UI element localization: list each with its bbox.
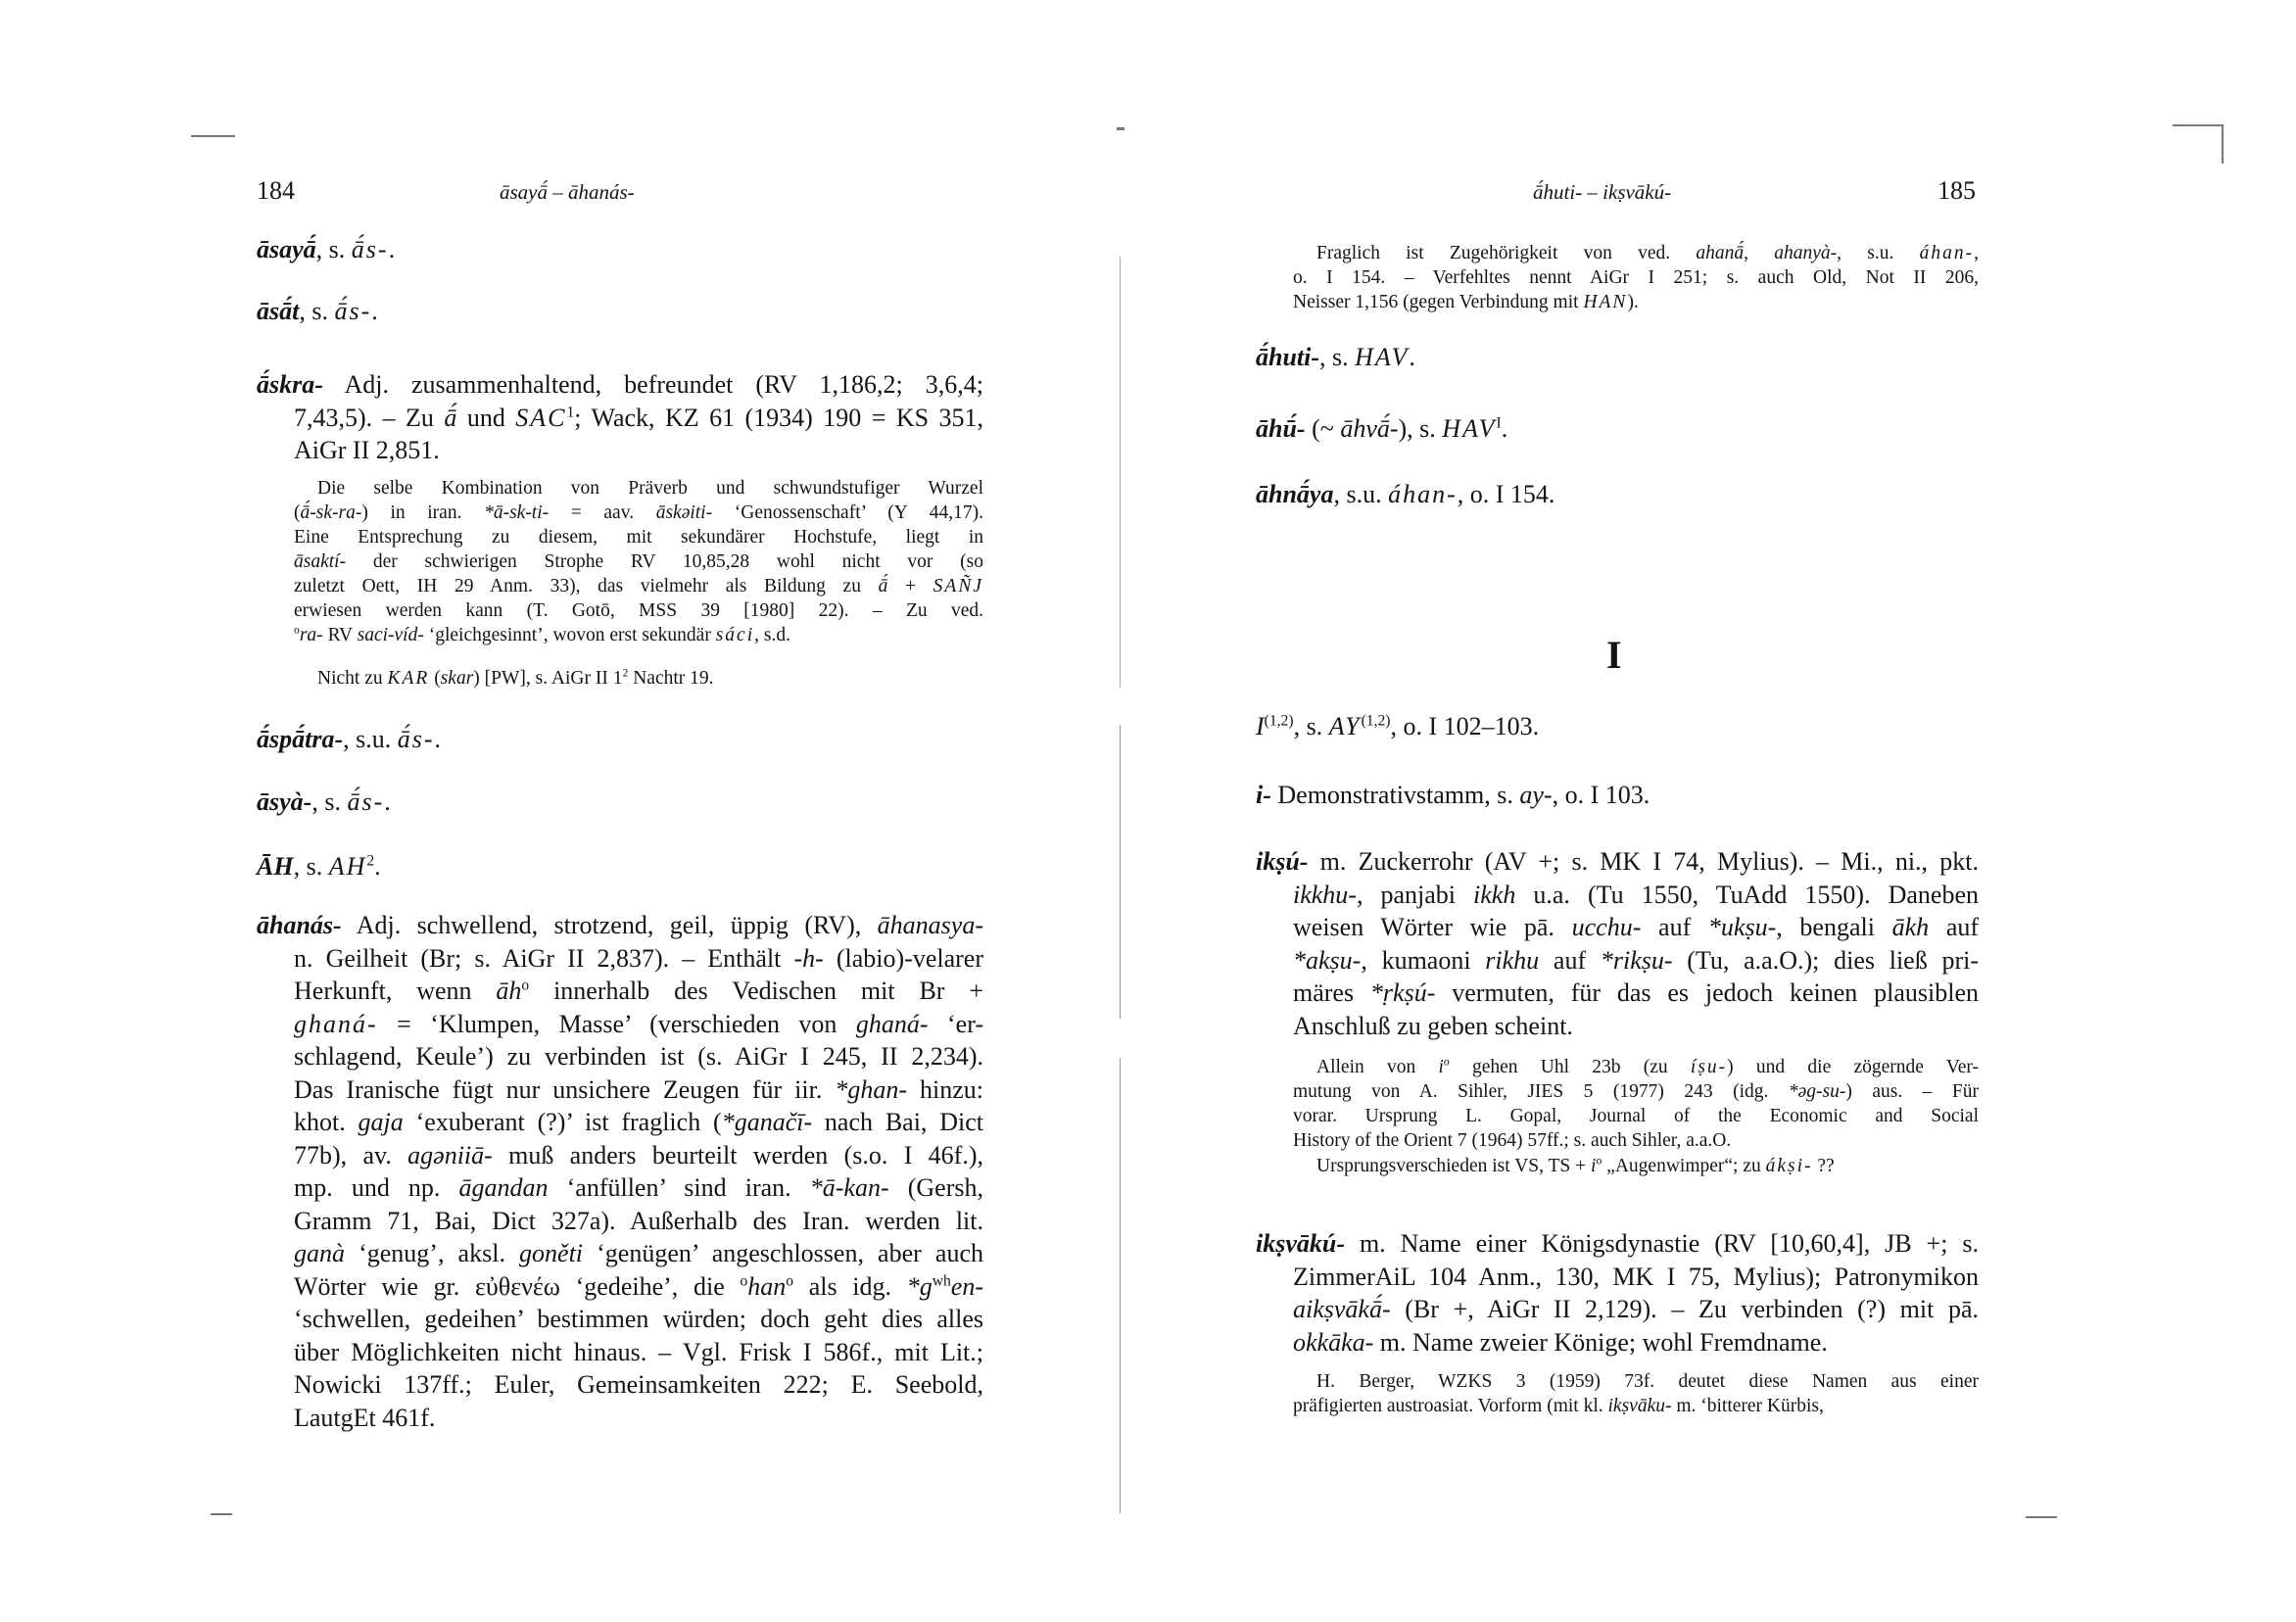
- italic-text: ākh: [1891, 913, 1930, 941]
- text-line: Wörter wie gr. εὐθενέω ‘gedeihe’, die $^o$han$^o$ als idg. $*g^{wh}en-$: [294, 1271, 983, 1301]
- italic-text: rikhu: [1485, 945, 1540, 975]
- superscript: o: [740, 1271, 748, 1289]
- italic-text: ganà: [294, 1239, 345, 1267]
- text-line: 77b), av. agəniiā- muß anders beurteilt werden (s.o. I 46f.),: [294, 1140, 984, 1169]
- superscript: 2: [366, 852, 375, 870]
- text-line: märes *ṛkṣú- vermuten, für das es jedoch keinen plausiblen: [1293, 978, 1979, 1007]
- entry-iksvaku: [1256, 1227, 1979, 1359]
- spaced-italic-text: áhan-: [1388, 480, 1458, 508]
- italic-text: *ā-sk-ti-: [484, 502, 550, 523]
- lemma: āsyà-: [257, 787, 312, 816]
- text-line: ZimmerAiL 104 Anm., 130, MK I 75, Mylius); Patronymikon: [1293, 1262, 1979, 1291]
- text-line: Das Iranische fügt nur unsichere Zeugen für iir. *ghan- hinzu:: [294, 1074, 983, 1104]
- text-line: Nowicki 137ff.; Euler, Gemeinsamkeiten 222; E. Seebold,: [294, 1370, 983, 1399]
- text-line: ĀH, s. $AH^2$.: [257, 852, 381, 881]
- italic-text: ghaná-: [855, 1009, 929, 1038]
- italic-text: ucchu-: [1571, 913, 1642, 941]
- text-line: Herkunft, wenn $āh^o$ innerhalb des Vedischen mit Br +: [294, 977, 983, 1005]
- italic-text: ikṣvāku-: [1607, 1396, 1672, 1416]
- text-line: *akṣu-, kumaoni rikhu auf *rikṣu- (Tu, a.a.O.); dies ließ pri-: [1293, 945, 1979, 975]
- text-line: Allein von $i^o$ gehen Uhl 23b (zu íṣu-) und die zögernde Ver-: [1316, 1055, 1979, 1077]
- entry-asaya: [257, 233, 983, 266]
- gutter-line-upper: [1120, 257, 1121, 688]
- gutter-line-lower: [1120, 1058, 1121, 1513]
- italic-text: āgandan: [458, 1173, 549, 1202]
- text-line: Die selbe Kombination von Präverb und schwundstufiger Wurzel: [317, 478, 983, 499]
- entry-iksu-note: [1256, 1055, 1979, 1153]
- italic-text: āskəiti-: [655, 502, 713, 523]
- crop-mark-bottom-left: [211, 1513, 232, 1515]
- italic-text: ā́-sk-ra-: [300, 502, 362, 523]
- superscript: I: [1496, 414, 1502, 432]
- italic-text: okkāka-: [1293, 1327, 1374, 1357]
- page-number: 184: [257, 176, 295, 205]
- text-line: āsyà-, s. ā́s-.: [257, 787, 391, 816]
- italic-text: saci-víd-: [357, 625, 424, 645]
- entry-ah: [257, 850, 983, 883]
- italic-text: *əg-su-: [1788, 1081, 1846, 1102]
- text-line: LautgEt 461f.: [294, 1403, 436, 1432]
- text-line: Anschluß zu geben scheint.: [1293, 1011, 1573, 1040]
- text-line: n. Geilheit (Br; s. AiGr II 2,837). – Enthält -h- (labio)-velarer: [294, 943, 983, 973]
- superscript: o: [521, 977, 530, 994]
- text-line: mutung von A. Sihler, JIES 5 (1977) 243 (idg. *əg-su-) aus. – Für: [1293, 1081, 1979, 1102]
- text-line: aikṣvākā́- (Br +, AiGr II 2,129). – Zu verbinden (?) mit pā.: [1293, 1295, 1979, 1323]
- superscript: o: [1596, 1154, 1602, 1168]
- italic-text: *ā-kan-: [809, 1173, 889, 1202]
- superscript: 1: [566, 403, 575, 420]
- entry-iksu: [1256, 845, 1979, 1042]
- text-line: āhū́- (~ āhvā́-), s. $HAV^I$.: [1256, 414, 1508, 443]
- text-line: H. Berger, WZKS 3 (1959) 73f. deutet diese Namen aus einer: [1316, 1371, 1979, 1392]
- lemma: ikṣvākú-: [1256, 1229, 1345, 1258]
- text-line: Gramm 71, Bai, Dict 327a). Außerhalb des Iran. werden lit.: [294, 1206, 983, 1235]
- superscript: (1,2): [1361, 712, 1391, 730]
- text-line: weisen Wörter wie pā. ucchu- auf *ukṣu-, bengali ākh auf: [1293, 913, 1980, 941]
- italic-text: *ganačī-: [721, 1108, 813, 1136]
- text-line: History of the Orient 7 (1964) 57ff.; s. auch Sihler, a.a.O.: [1293, 1130, 1732, 1151]
- italic-text: skar: [440, 668, 474, 689]
- lemma: ĀH: [257, 852, 294, 881]
- italic-text: *g: [906, 1271, 933, 1301]
- italic-text: ahanyà-: [1774, 243, 1838, 263]
- italic-text: ay-: [1519, 781, 1553, 809]
- text-line: okkāka- m. Name zweier Könige; wohl Fremdname.: [1293, 1327, 1828, 1357]
- text-line: Eine Entsprechung zu diesem, mit sekundärer Hochstufe, liegt in: [294, 527, 983, 548]
- entry-askra: [257, 368, 983, 467]
- text-line: $^o$ra- RV saci-víd- ‘gleichgesinnt’, wovon erst sekundär sáci, s.d.: [294, 623, 790, 645]
- superscript: 2: [622, 666, 629, 680]
- text-line: āhanás- Adj. schwellend, strotzend, geil, üppig (RV), āhanasya-: [257, 911, 983, 939]
- text-line: ganà ‘genug’, aksl. goněti ‘genügen’ angeschlossen, aber auch: [294, 1239, 983, 1267]
- italic-text: āsaktí-: [294, 551, 347, 572]
- text-line: khot. gaja ‘exuberant (?)’ ist fraglich (*ganačī- nach Bai, Dict: [294, 1108, 984, 1136]
- entry-i: [1256, 779, 1979, 812]
- entry-I: [1256, 710, 1979, 743]
- italic-text: *rikṣu-: [1600, 945, 1673, 975]
- italic-text: āh: [496, 977, 522, 1005]
- text-line: āhnā́ya, s.u. áhan-, o. I 154.: [1256, 480, 1555, 508]
- italic-text: I: [1256, 712, 1265, 740]
- italic-text: āhvā́-: [1340, 414, 1399, 443]
- spaced-italic-text: AH: [328, 852, 367, 881]
- spaced-italic-text: AY: [1328, 712, 1362, 740]
- running-head: āsayā́ – āhanás-: [500, 180, 635, 204]
- text-line: ghaná- = ‘Klumpen, Masse’ (verschieden von ghaná- ‘er-: [294, 1009, 983, 1038]
- italic-text: goněti: [519, 1239, 584, 1267]
- text-line: (ā́-sk-ra-) in iran. *ā-sk-ti- = aav. āskəiti- ‘Genossenschaft’ (Y 44,17).: [294, 502, 984, 523]
- entry-askra-note-2: [257, 666, 983, 691]
- italic-text: han: [747, 1271, 787, 1301]
- crop-mark-top-right-h: [2173, 124, 2224, 126]
- superscript: o: [294, 623, 300, 637]
- spaced-italic-text: ā́s-: [397, 725, 435, 753]
- lemma: ā́skra-: [257, 370, 323, 399]
- entry-ahu: [1256, 412, 1979, 446]
- text-line: ikṣú- m. Zuckerrohr (AV +; s. MK I 74, Mylius). – Mi., ni., pkt.: [1256, 847, 1979, 876]
- italic-text: agəniiā-: [407, 1140, 493, 1169]
- section-letter: I: [1606, 633, 1622, 677]
- spaced-italic-text: HAV: [1442, 414, 1497, 443]
- lemma: ā́spā́tra-: [257, 725, 344, 753]
- spaced-italic-text: ghaná-: [294, 1009, 378, 1038]
- text-line: o. I 154. – Verfehltes nennt AiGr I 251; s. auch Old, Not II 206,: [1293, 267, 1979, 288]
- text-line: Neisser 1,156 (gegen Verbindung mit HAN).: [1293, 292, 1639, 312]
- spaced-italic-text: ā́s-: [351, 235, 389, 263]
- text-line: ā́huti-, s. HAV.: [1256, 343, 1415, 371]
- italic-text: *ukṣu-: [1707, 913, 1777, 941]
- entry-ahanas-note-continued: [1256, 241, 1979, 314]
- italic-text: ra-: [299, 625, 323, 645]
- crop-mark-top-right-v: [2222, 124, 2224, 164]
- spaced-italic-text: ákṣi-: [1765, 1156, 1813, 1176]
- entry-askra-note: [257, 476, 983, 647]
- text-line: I$^{(1,2)}$, s. AY$^{(1,2)}$, o. I 102–103.: [1256, 712, 1540, 740]
- lemma: ikṣú-: [1256, 847, 1309, 876]
- spaced-italic-text: sáci: [715, 625, 755, 645]
- text-line: ā́skra- Adj. zusammenhaltend, befreundet (RV 1,186,2; 3,6,4;: [257, 370, 983, 399]
- running-head: ā́huti- – ikṣvākú-: [1533, 180, 1672, 204]
- text-line: āsayā́, s. ā́s-.: [257, 235, 396, 263]
- italic-text: i: [1591, 1156, 1597, 1176]
- spaced-italic-text: áhan-: [1919, 243, 1975, 263]
- italic-text: ahanā́: [1696, 243, 1745, 263]
- superscript: o: [1443, 1055, 1450, 1069]
- lemma: āsā́t: [257, 297, 300, 325]
- lemma: āsayā́: [257, 235, 316, 263]
- crop-mark-top-center: [1117, 127, 1124, 130]
- spaced-italic-text: HAN: [1583, 292, 1628, 312]
- italic-text: gaja: [358, 1108, 404, 1136]
- entry-asat: [257, 295, 983, 328]
- text-line: zuletzt Oett, IH 29 Anm. 33), das vielmehr als Bildung zu ā́ + SAÑJ: [294, 576, 983, 596]
- italic-text: *ghan-: [835, 1074, 907, 1104]
- lemma: i-: [1256, 781, 1271, 809]
- text-line: Ursprungsverschieden ist VS, TS + $i^o$ „Augenwimper“; zu ákṣi- ??: [1316, 1154, 1835, 1176]
- spaced-italic-text: SAC: [515, 403, 567, 432]
- entry-ahuti: [1256, 341, 1979, 374]
- text-line: ā́spā́tra-, s.u. ā́s-.: [257, 725, 442, 753]
- superscript: wh: [932, 1271, 951, 1289]
- text-line: erwiesen werden kann (T. Gotō, MSS 39 [1980] 22). – Zu ved.: [294, 600, 983, 621]
- italic-text: i: [1438, 1057, 1444, 1077]
- text-line: ikṣvākú- m. Name einer Königsdynastie (RV [10,60,4], JB +; s.: [1256, 1229, 1979, 1258]
- entry-aspatra: [257, 723, 983, 756]
- text-line: über Möglichkeiten nicht hinaus. – Vgl. Frisk I 586f., mit Lit.;: [294, 1337, 983, 1366]
- text-line: Nicht zu KAR (skar) [PW], s. AiGr II $1^2$ Nachtr 19.: [317, 666, 714, 689]
- entry-iksvaku-note: [1256, 1369, 1979, 1418]
- lemma: ā́huti-: [1256, 343, 1320, 371]
- crop-mark-bottom-right: [2026, 1516, 2057, 1518]
- spaced-italic-text: HAV: [1355, 343, 1410, 371]
- text-line: Fraglich ist Zugehörigkeit von ved. ahanā́, ahanyà-, s.u. áhan-,: [1316, 243, 1979, 263]
- spaced-italic-text: SAÑJ: [933, 576, 983, 596]
- superscript: o: [786, 1271, 794, 1289]
- text-line: āsā́t, s. ā́s-.: [257, 297, 378, 325]
- italic-text: *ṛkṣú-: [1369, 978, 1436, 1007]
- text-line: präfigierten austroasiat. Vorform (mit kl. ikṣvāku- m. ‘bitterer Kürbis,: [1293, 1396, 1824, 1416]
- text-line: 7,43,5). – Zu ā́ und SAC$^1$; Wack, KZ 61 (1934) 190 = KS 351,: [294, 403, 984, 432]
- entry-asya: [257, 786, 983, 819]
- italic-text: ikkh: [1473, 880, 1516, 909]
- spaced-italic-text: ā́s-: [334, 297, 372, 325]
- italic-text: āhanasya-: [877, 911, 983, 939]
- spaced-italic-text: KAR: [387, 668, 430, 689]
- superscript: (1,2): [1264, 712, 1294, 730]
- lemma: āhnā́ya: [1256, 480, 1334, 508]
- spaced-italic-text: ā́s-: [347, 787, 385, 816]
- text-line: āsaktí- der schwierigen Strophe RV 10,85,28 wohl nicht vor (so: [294, 551, 983, 572]
- italic-text: -h-: [793, 943, 824, 973]
- italic-text: ā́: [878, 576, 888, 596]
- text-line: i- Demonstrativstamm, s. ay-, o. I 103.: [1256, 781, 1650, 809]
- page-number: 185: [1937, 176, 1976, 205]
- text-line: vorar. Ursprung L. Gopal, Journal of the Economic and Social: [1293, 1106, 1979, 1126]
- italic-text: ikkhu-: [1293, 880, 1357, 909]
- spaced-italic-text: íṣu-: [1690, 1057, 1728, 1077]
- entry-iksu-note-2: [1256, 1154, 1979, 1178]
- text-line: AiGr II 2,851.: [294, 436, 440, 464]
- lemma: āhū́-: [1256, 414, 1306, 443]
- text-line: mp. und np. āgandan ‘anfüllen’ sind iran. *ā-kan- (Gersh,: [294, 1173, 983, 1202]
- entry-ahnaya: [1256, 478, 1979, 511]
- gutter-line-middle: [1120, 725, 1121, 1019]
- text-line: ‘schwellen, gedeihen’ bestimmen würden; doch geht dies alles: [294, 1305, 983, 1333]
- italic-text: aikṣvākā́-: [1293, 1295, 1391, 1323]
- crop-mark-top-left: [191, 135, 235, 137]
- italic-text: *akṣu-: [1293, 945, 1362, 975]
- text-line: ikkhu-, panjabi ikkh u.a. (Tu 1550, TuAdd 1550). Daneben: [1293, 880, 1979, 909]
- text-line: schlagend, Keule’) zu verbinden ist (s. AiGr I 245, II 2,234).: [294, 1042, 983, 1071]
- italic-text: ā́: [444, 403, 457, 432]
- entry-ahanas: [257, 909, 983, 1434]
- italic-text: en-: [950, 1271, 983, 1301]
- lemma: āhanás-: [257, 911, 342, 939]
